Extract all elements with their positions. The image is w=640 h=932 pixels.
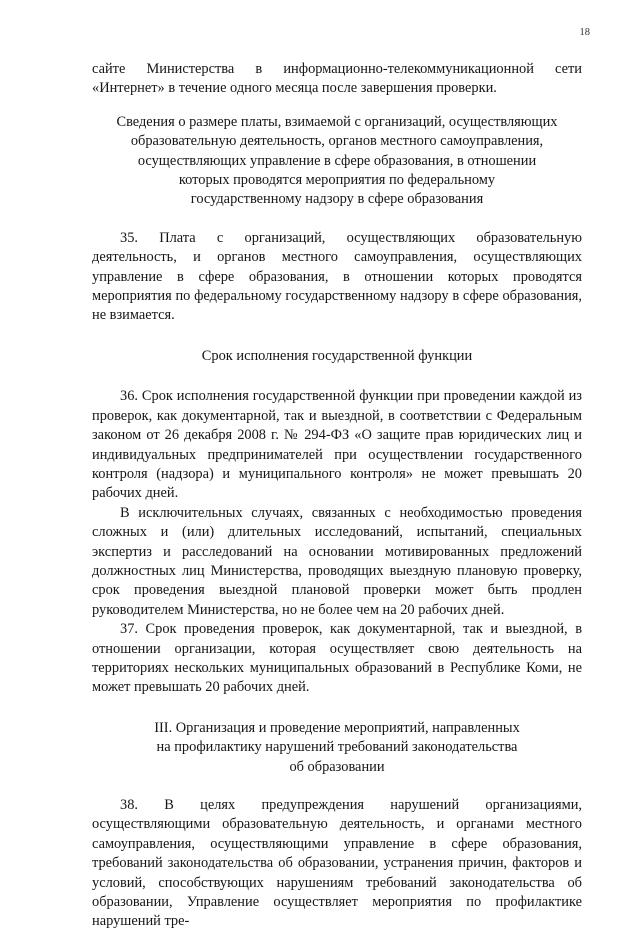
heading-term: Срок исполнения государственной функции [201,347,473,364]
heading-section-3 [127,719,547,777]
document-body [92,60,582,932]
heading-section-3-line: на профилактику нарушений требований законодательства [156,739,518,756]
heading-fee-line: которых проводятся мероприятия по федеральному [178,172,496,189]
paragraph-36: 36. Срок исполнения государственной функции при проведении каждой из проверок, как документарной, так и выездной, в соответствии с Федеральным законом от 26 декабря 2008 г. № 294-ФЗ «О защите прав юридических лиц и индивидуальных предпринимателей при осуществлении государственного контроля (надзора) и муниципального контроля» не может превышать 20 рабочих дней. [92,388,582,502]
heading-fee-line: Сведения о размере платы, взимаемой с организаций, осуществляющих [116,113,558,130]
paragraph-35: 35. Плата с организаций, осуществляющих образовательную деятельность, и органов местного самоуправления, осуществляющих управление в сфере образования, в отношении которых проводятся мероприятия по федеральному государственному надзору в сфере образования, не взимается. [92,229,582,324]
paragraph-38: 38. В целях предупреждения нарушений организациями, осуществляющими образовательную деятельность, и органами местного самоуправления, осуществляющими управление в сфере образования, требований законодательства об образовании, устранения причин, факторов и условий, способствующих нарушениям требований законодательства об образовании, Управление осуществляет мероприятия по профилактике нарушений тре- [92,797,582,930]
heading-fee-info [110,113,565,210]
heading-fee-line: осуществляющих управление в сфере образования, в отношении [137,152,537,169]
page-number: 18 [579,27,590,38]
heading-fee-line: государственному надзору в сфере образования [190,191,484,208]
heading-section-3-line: об образовании [289,758,385,775]
paragraph-37: 37. Срок проведения проверок, как документарной, так и выездной, в отношении организации, которая осуществляет свою деятельность на территориях нескольких муниципальных образований в Республике Коми, не может превышать 20 рабочих дней. [92,621,582,696]
heading-fee-line: образовательную деятельность, органов местного самоуправления, [130,133,544,150]
paragraph-36-exceptions: В исключительных случаях, связанных с необходимостью проведения сложных и (или) длительных исследований, испытаний, специальных экспертиз и расследований на основании мотивированных предложений должностных лиц Министерства, проводящих выездную плановую проверку, срок проведения выездной плановой проверки может быть продлен руководителем Министерства, но не более чем на 20 рабочих дней. [92,504,582,618]
heading-section-3-line: III. Организация и проведение мероприятий, направленных [154,719,520,736]
paragraph-intro: сайте Министерства в информационно-телекоммуникационной сети «Интернет» в течение одного месяца после завершения проверки. [92,61,582,97]
